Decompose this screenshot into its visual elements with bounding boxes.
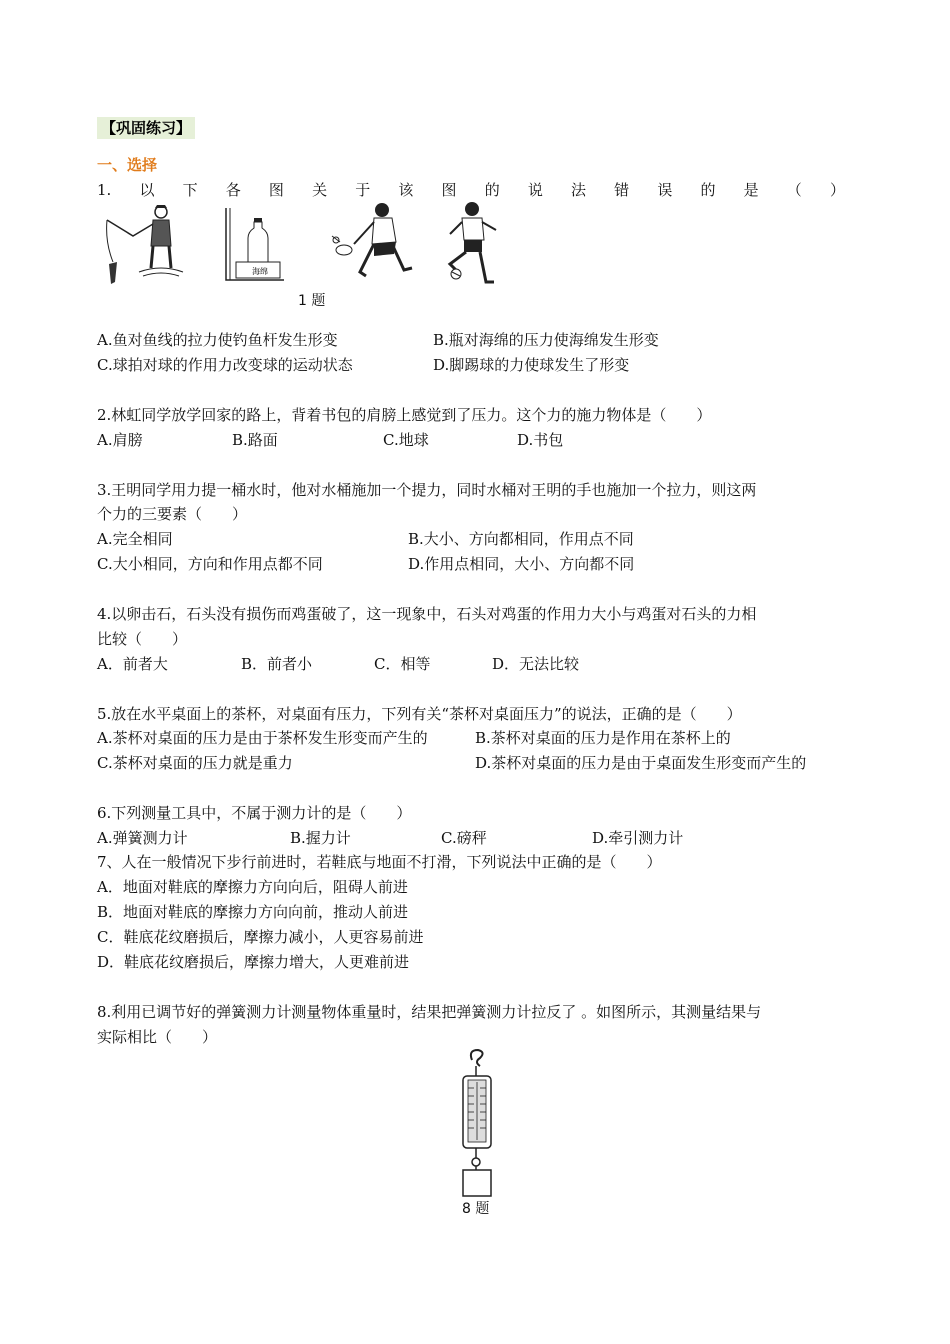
bottle-sponge-figure	[218, 206, 286, 284]
q2-option-d: D.书包	[517, 431, 564, 449]
q1-stem-char: 的	[484, 181, 500, 199]
q2-option-c: C.地球	[383, 431, 429, 449]
q1-stem-char: 的	[700, 181, 716, 199]
q1-stem-char: 法	[571, 181, 587, 199]
q4-stem-line1: 4.以卵击石，石头没有损伤而鸡蛋破了，这一现象中，石头对鸡蛋的作用力大小与鸡蛋对石头的力相	[97, 605, 757, 623]
q6-stem: 6.下列测量工具中，不属于测力计的是（ ）	[97, 804, 412, 822]
q1-option-d: D.脚踢球的力使球发生了形变	[433, 356, 630, 374]
q1-stem-char: 是	[743, 181, 759, 199]
q1-option-c: C.球拍对球的作用力改变球的运动状态	[97, 356, 353, 374]
q1-stem-char: 于	[355, 181, 371, 199]
q3-option-a: A.完全相同	[97, 530, 173, 548]
q4-option-b: B．前者小	[241, 655, 313, 673]
q6-option-c: C.磅秤	[441, 829, 487, 847]
q1-stem-char: ）	[829, 181, 845, 199]
q1-stem-char: 以	[139, 181, 155, 199]
q8-stem-line1: 8.利用已调节好的弹簧测力计测量物体重量时，结果把弹簧测力计拉反了 。如图所示，其测量结果与	[97, 1003, 762, 1021]
q1-stem-char: 下	[182, 181, 198, 199]
q1-option-a: A.鱼对鱼线的拉力使钓鱼杆发生形变	[97, 331, 338, 349]
q3-stem-line2: 个力的三要素（ ）	[97, 505, 248, 523]
q1-stem-char: 错	[614, 181, 630, 199]
q1-stem-char: （	[786, 181, 802, 199]
q7-option-b: B．地面对鞋底的摩擦力方向向前，推动人前进	[97, 903, 409, 921]
q3-option-d: D.作用点相同，大小、方向都不同	[408, 555, 635, 573]
q8-stem-line2: 实际相比（ ）	[97, 1028, 218, 1046]
q2-option-b: B.路面	[232, 431, 278, 449]
q1-stem-char: 说	[527, 181, 543, 199]
q6-option-d: D.牵引测力计	[592, 829, 684, 847]
q1-option-b: B.瓶对海绵的压力使海绵发生形变	[433, 331, 659, 349]
subsection-title: 一、选择	[97, 156, 158, 174]
q4-option-a: A．前者大	[97, 655, 168, 673]
q6-option-b: B.握力计	[290, 829, 351, 847]
q1-stem-char: 关	[312, 181, 328, 199]
q1-stem-char: 图	[441, 181, 457, 199]
q7-option-a: A．地面对鞋底的摩擦力方向向后，阻碍人前进	[97, 878, 408, 896]
q1-stem-char: 误	[657, 181, 673, 199]
q4-option-c: C．相等	[374, 655, 431, 673]
soccer-figure	[436, 200, 500, 286]
q5-stem: 5.放在水平桌面上的茶杯，对桌面有压力，下列有关“茶杯对桌面压力”的说法，正确的是（ ）	[97, 705, 742, 723]
tennis-figure	[330, 200, 414, 292]
q3-option-b: B.大小、方向都相同，作用点不同	[408, 530, 634, 548]
q5-option-c: C.茶杯对桌面的压力就是重力	[97, 754, 293, 772]
section-title: 【巩固练习】	[97, 117, 195, 139]
q4-stem-line2: 比较（ ）	[97, 630, 188, 648]
q4-option-d: D．无法比较	[492, 655, 580, 673]
q3-option-c: C.大小相同，方向和作用点都不同	[97, 555, 323, 573]
q5-option-b: B.茶杯对桌面的压力是作用在茶杯上的	[475, 729, 731, 747]
q6-option-a: A.弹簧测力计	[97, 829, 188, 847]
q1-stem-char: 1.	[97, 181, 112, 199]
q1-stem-char: 图	[268, 181, 284, 199]
sponge-label: 海绵	[252, 267, 268, 276]
q1-stem-char: 该	[398, 181, 414, 199]
spring-scale-figure	[452, 1046, 502, 1206]
q7-stem: 7、人在一般情况下步行前进时，若鞋底与地面不打滑，下列说法中正确的是（ ）	[97, 853, 662, 871]
q1-stem-char: 各	[225, 181, 241, 199]
q7-option-c: C．鞋底花纹磨损后，摩擦力减小，人更容易前进	[97, 928, 424, 946]
q5-option-d: D.茶杯对桌面的压力是由于桌面发生形变而产生的	[475, 754, 807, 772]
q8-figure-caption: 8 题	[462, 1201, 490, 1217]
q5-option-a: A.茶杯对桌面的压力是由于茶杯发生形变而产生的	[97, 729, 428, 747]
q1-stem	[97, 180, 845, 200]
fishing-figure	[103, 202, 185, 290]
q2-stem: 2.林虹同学放学回家的路上，背着书包的肩膀上感觉到了压力。这个力的施力物体是（ ）	[97, 406, 712, 424]
q2-option-a: A.肩膀	[97, 431, 143, 449]
q3-stem-line1: 3.王明同学用力提一桶水时，他对水桶施加一个提力，同时水桶对王明的手也施加一个拉力，则这两	[97, 481, 757, 499]
q1-figure-caption: 1 题	[298, 293, 326, 309]
q7-option-d: D．鞋底花纹磨损后，摩擦力增大，人更难前进	[97, 953, 410, 971]
